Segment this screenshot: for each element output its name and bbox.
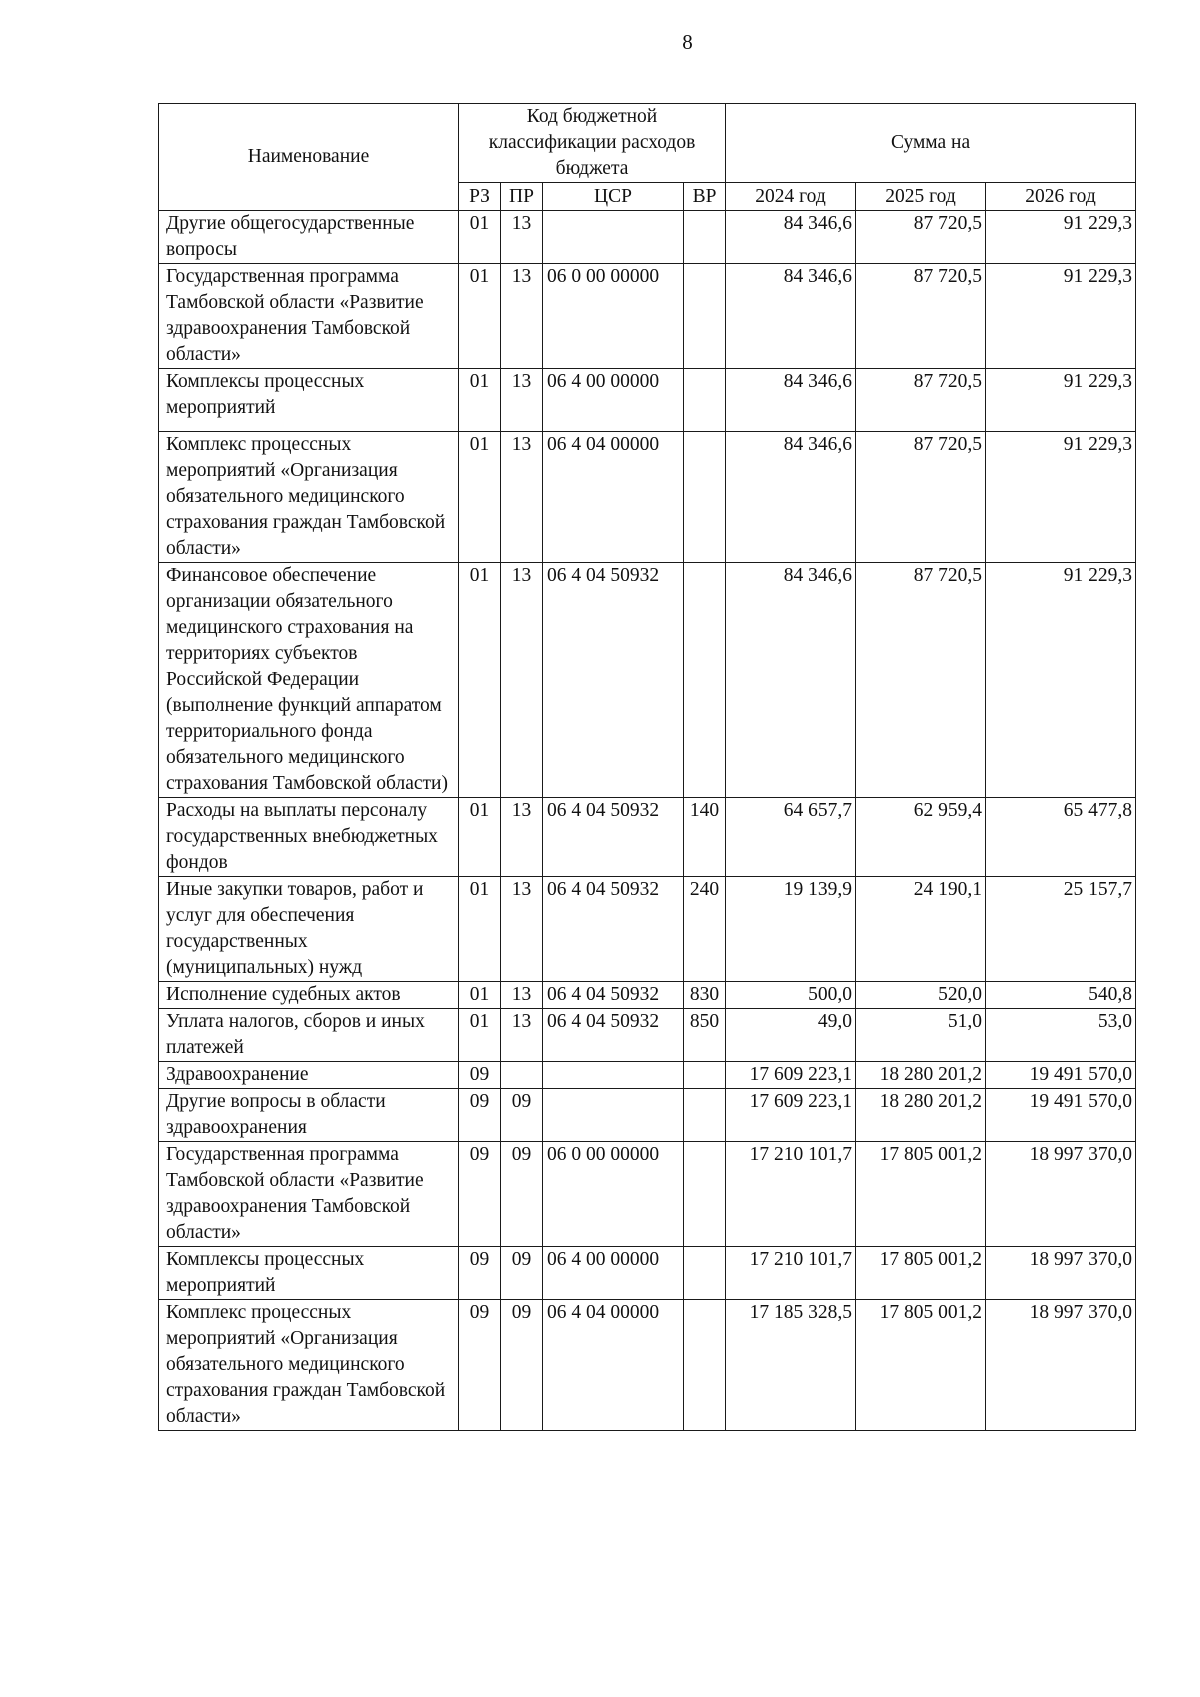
table-body (159, 211, 1136, 1431)
row-name: Государственная программа Тамбовской области «Развитие здравоохранения Тамбовской области» (159, 264, 459, 369)
row-sum-2025: 17 805 001,2 (856, 1300, 986, 1431)
row-pr: 13 (501, 264, 543, 369)
row-pr: 13 (501, 798, 543, 877)
row-sum-2026: 18 997 370,0 (986, 1247, 1136, 1300)
row-sum-2026: 91 229,3 (986, 369, 1136, 432)
row-rz: 01 (459, 211, 501, 264)
row-name: Финансовое обеспечение организации обязательного медицинского страхования на территориях субъектов Российской Федерации (выполнение функций аппаратом территориального фонда обязательного медицинского страхования Тамбовской области) (159, 563, 459, 798)
row-pr: 09 (501, 1142, 543, 1247)
row-rz: 09 (459, 1089, 501, 1142)
row-sum-2026: 53,0 (986, 1009, 1136, 1062)
row-sum-2025: 17 805 001,2 (856, 1142, 986, 1247)
row-pr (501, 1062, 543, 1089)
row-pr: 13 (501, 369, 543, 432)
row-pr: 13 (501, 432, 543, 563)
row-sum-2025: 17 805 001,2 (856, 1247, 986, 1300)
row-rz: 01 (459, 264, 501, 369)
row-csr: 06 4 04 50932 (543, 877, 684, 982)
header-name: Наименование (159, 104, 459, 211)
row-sum-2025: 51,0 (856, 1009, 986, 1062)
row-rz: 09 (459, 1062, 501, 1089)
row-sum-2026: 540,8 (986, 982, 1136, 1009)
row-sum-2024: 17 609 223,1 (726, 1062, 856, 1089)
row-vr (684, 264, 726, 369)
header-year-2026: 2026 год (986, 183, 1136, 211)
row-sum-2024: 17 609 223,1 (726, 1089, 856, 1142)
table-row (159, 369, 1136, 432)
row-pr: 13 (501, 877, 543, 982)
row-vr (684, 369, 726, 432)
row-csr (543, 1062, 684, 1089)
row-rz: 09 (459, 1247, 501, 1300)
row-vr: 830 (684, 982, 726, 1009)
row-vr (684, 1089, 726, 1142)
row-csr: 06 4 04 00000 (543, 1300, 684, 1431)
row-sum-2024: 84 346,6 (726, 369, 856, 432)
row-pr: 13 (501, 1009, 543, 1062)
header-vr: ВР (684, 183, 726, 211)
row-name: Исполнение судебных актов (159, 982, 459, 1009)
row-sum-2024: 19 139,9 (726, 877, 856, 982)
table-row (159, 1009, 1136, 1062)
row-vr (684, 1062, 726, 1089)
row-pr: 09 (501, 1300, 543, 1431)
table-row (159, 1062, 1136, 1089)
row-pr: 09 (501, 1247, 543, 1300)
row-sum-2024: 17 210 101,7 (726, 1142, 856, 1247)
row-sum-2025: 18 280 201,2 (856, 1062, 986, 1089)
row-vr (684, 563, 726, 798)
row-sum-2024: 64 657,7 (726, 798, 856, 877)
row-csr: 06 4 04 50932 (543, 798, 684, 877)
header-code-group: Код бюджетной классификации расходов бюджета (459, 104, 726, 183)
row-sum-2025: 87 720,5 (856, 211, 986, 264)
row-rz: 01 (459, 877, 501, 982)
header-year-2024: 2024 год (726, 183, 856, 211)
row-rz: 01 (459, 369, 501, 432)
row-csr: 06 4 00 00000 (543, 1247, 684, 1300)
row-sum-2026: 25 157,7 (986, 877, 1136, 982)
row-name: Расходы на выплаты персоналу государственных внебюджетных фондов (159, 798, 459, 877)
row-csr (543, 1089, 684, 1142)
row-sum-2024: 84 346,6 (726, 211, 856, 264)
row-sum-2024: 84 346,6 (726, 432, 856, 563)
row-csr: 06 4 04 00000 (543, 432, 684, 563)
row-csr: 06 4 04 50932 (543, 982, 684, 1009)
row-vr (684, 432, 726, 563)
header-sum-group: Сумма на (726, 104, 1136, 183)
table-row (159, 1089, 1136, 1142)
row-csr: 06 4 04 50932 (543, 1009, 684, 1062)
row-rz: 01 (459, 982, 501, 1009)
row-csr: 06 0 00 00000 (543, 1142, 684, 1247)
header-rz: РЗ (459, 183, 501, 211)
row-name: Комплексы процессных мероприятий (159, 1247, 459, 1300)
row-sum-2026: 19 491 570,0 (986, 1062, 1136, 1089)
row-sum-2024: 84 346,6 (726, 563, 856, 798)
table-row (159, 1300, 1136, 1431)
row-sum-2025: 87 720,5 (856, 432, 986, 563)
row-sum-2024: 84 346,6 (726, 264, 856, 369)
row-name: Другие общегосударственные вопросы (159, 211, 459, 264)
row-sum-2024: 500,0 (726, 982, 856, 1009)
row-name: Уплата налогов, сборов и иных платежей (159, 1009, 459, 1062)
row-sum-2024: 17 210 101,7 (726, 1247, 856, 1300)
row-rz: 01 (459, 432, 501, 563)
row-name: Комплекс процессных мероприятий «Организация обязательного медицинского страхования граждан Тамбовской области» (159, 432, 459, 563)
row-name: Государственная программа Тамбовской области «Развитие здравоохранения Тамбовской области» (159, 1142, 459, 1247)
row-csr: 06 0 00 00000 (543, 264, 684, 369)
row-vr (684, 211, 726, 264)
row-vr: 240 (684, 877, 726, 982)
table-row (159, 798, 1136, 877)
table-row (159, 1142, 1136, 1247)
row-sum-2024: 17 185 328,5 (726, 1300, 856, 1431)
row-sum-2026: 65 477,8 (986, 798, 1136, 877)
row-sum-2026: 18 997 370,0 (986, 1300, 1136, 1431)
table-row (159, 1247, 1136, 1300)
row-name: Здравоохранение (159, 1062, 459, 1089)
table-row (159, 264, 1136, 369)
page-number: 8 (682, 30, 693, 54)
row-rz: 09 (459, 1142, 501, 1247)
table-row (159, 211, 1136, 264)
row-vr: 140 (684, 798, 726, 877)
row-vr (684, 1142, 726, 1247)
row-vr (684, 1300, 726, 1431)
row-vr: 850 (684, 1009, 726, 1062)
row-name: Иные закупки товаров, работ и услуг для обеспечения государственных (муниципальных) нужд (159, 877, 459, 982)
row-rz: 09 (459, 1300, 501, 1431)
row-name: Комплекс процессных мероприятий «Организация обязательного медицинского страхования граждан Тамбовской области» (159, 1300, 459, 1431)
header-pr: ПР (501, 183, 543, 211)
row-sum-2025: 520,0 (856, 982, 986, 1009)
row-sum-2026: 18 997 370,0 (986, 1142, 1136, 1247)
row-csr (543, 211, 684, 264)
table-header (159, 104, 1136, 211)
row-sum-2025: 62 959,4 (856, 798, 986, 877)
row-name: Комплексы процессных мероприятий (159, 369, 459, 432)
row-pr: 13 (501, 211, 543, 264)
budget-table (158, 103, 1136, 1431)
row-vr (684, 1247, 726, 1300)
header-year-2025: 2025 год (856, 183, 986, 211)
row-sum-2025: 87 720,5 (856, 563, 986, 798)
row-pr: 13 (501, 982, 543, 1009)
row-pr: 13 (501, 563, 543, 798)
header-csr: ЦСР (543, 183, 684, 211)
table-row (159, 563, 1136, 798)
row-pr: 09 (501, 1089, 543, 1142)
row-rz: 01 (459, 563, 501, 798)
table-row (159, 432, 1136, 563)
row-sum-2025: 87 720,5 (856, 369, 986, 432)
row-sum-2025: 24 190,1 (856, 877, 986, 982)
row-rz: 01 (459, 798, 501, 877)
row-csr: 06 4 00 00000 (543, 369, 684, 432)
table-row (159, 982, 1136, 1009)
row-sum-2026: 19 491 570,0 (986, 1089, 1136, 1142)
row-name: Другие вопросы в области здравоохранения (159, 1089, 459, 1142)
row-sum-2025: 87 720,5 (856, 264, 986, 369)
row-sum-2026: 91 229,3 (986, 211, 1136, 264)
row-sum-2026: 91 229,3 (986, 432, 1136, 563)
table-row (159, 877, 1136, 982)
row-rz: 01 (459, 1009, 501, 1062)
row-sum-2026: 91 229,3 (986, 264, 1136, 369)
row-sum-2026: 91 229,3 (986, 563, 1136, 798)
row-sum-2024: 49,0 (726, 1009, 856, 1062)
row-sum-2025: 18 280 201,2 (856, 1089, 986, 1142)
row-csr: 06 4 04 50932 (543, 563, 684, 798)
